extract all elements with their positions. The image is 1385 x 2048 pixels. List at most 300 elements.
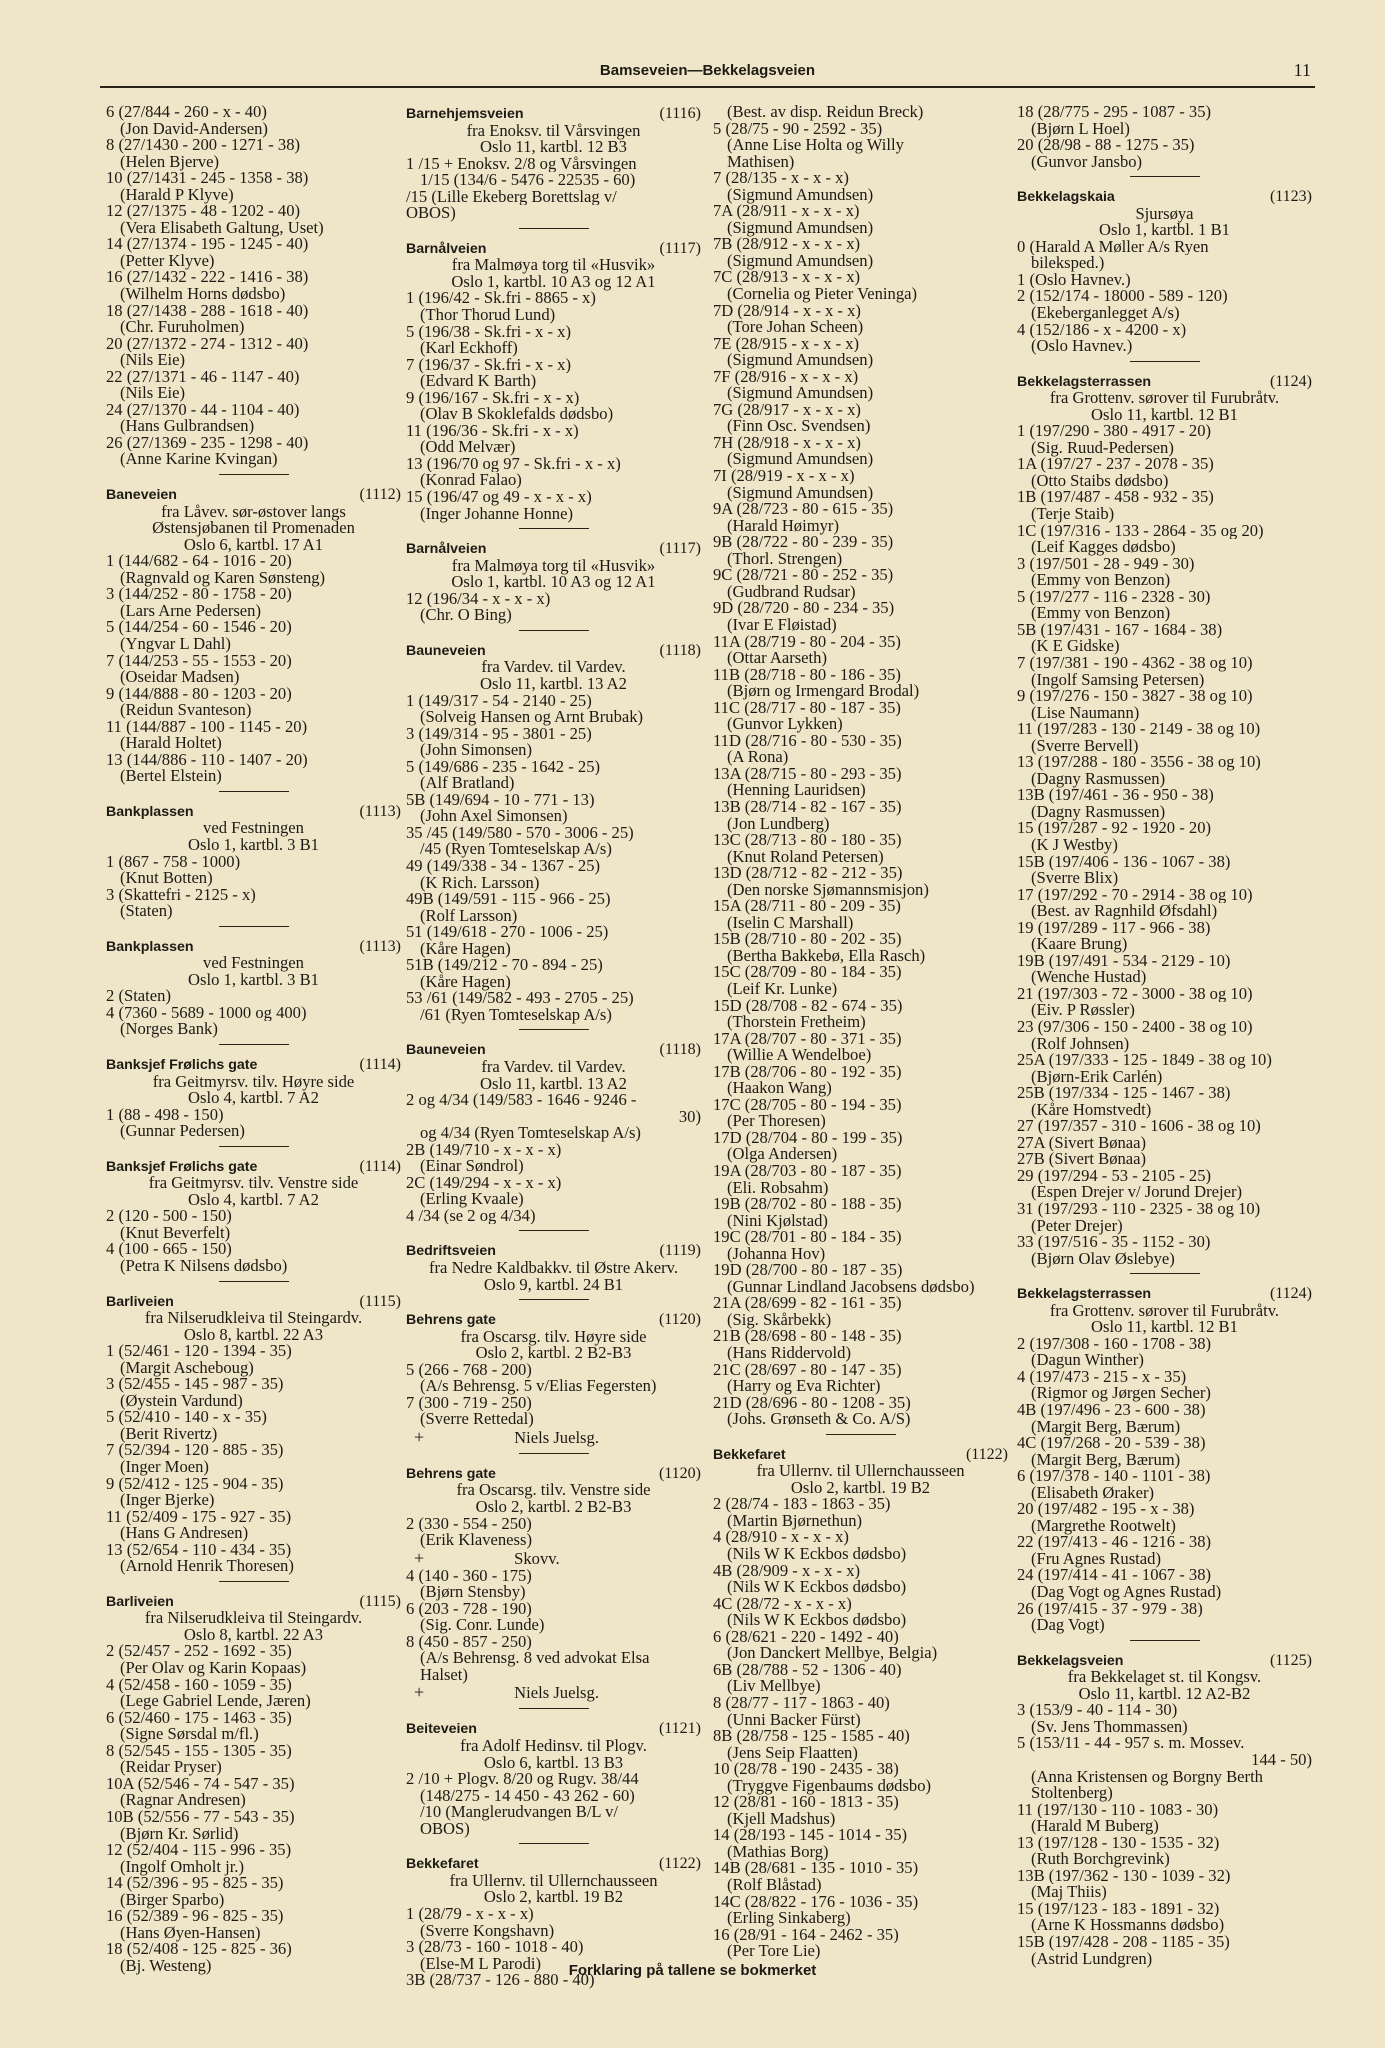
owner-name: (Nils Eie) (120, 383, 185, 403)
owner-name: (Odd Melvær) (420, 437, 516, 457)
owner-name: (Sigmund Amundsen) (727, 383, 874, 403)
street-description: Oslo 2, kartbl. 2 B2-B3 (475, 1343, 632, 1363)
street-name: Bekkelagsveien (1017, 1652, 1124, 1669)
street-code: (1112) (359, 486, 401, 504)
section-divider (519, 1453, 589, 1454)
cross-marker-icon: + (414, 1426, 425, 1447)
property-entry: 9D (28/720 - 80 - 234 - 35) (713, 600, 895, 617)
property-entry: 7I (28/919 - x - x - x) (713, 468, 855, 485)
property-entry: 14 (27/1374 - 195 - 1245 - 40) (106, 236, 309, 253)
owner-name: (Otto Staibs dødsbo) (1031, 470, 1169, 490)
owner-name: (K J Westby) (1031, 834, 1118, 854)
owner-name: Halset) (420, 1664, 468, 1684)
property-entry: 5 (153/11 - 44 - 957 s. m. Mossev. (1017, 1735, 1245, 1752)
property-entry: 19B (28/702 - 80 - 188 - 35) (713, 1196, 902, 1213)
owner-name: /45 (Ryen Tomteselskap A/s) (420, 839, 612, 859)
owner-name: (148/275 - 14 450 - 43 262 - 60) (420, 1785, 635, 1805)
owner-name: OBOS) (420, 1818, 470, 1838)
property-entry: 4B (28/909 - x - x - x) (713, 1562, 861, 1580)
property-entry: 26 (27/1369 - 235 - 1298 - 40) (106, 434, 309, 452)
owner-name: (Gunnar Lindland Jacobsens dødsbo) (727, 1276, 975, 1296)
owner-name: (Per Tore Lie) (727, 1941, 821, 1961)
street-description: fra Vardev. til Vardev. (481, 1056, 626, 1076)
property-entry: 15A (28/711 - 80 - 209 - 35) (713, 898, 901, 915)
owner-name: (Dagun Winther) (1031, 1350, 1144, 1370)
cross-marker-icon: + (414, 1682, 425, 1703)
section-divider (219, 791, 289, 792)
property-entry: 13D (28/712 - 82 - 212 - 35) (713, 865, 903, 882)
owner-name: (Sigmund Amundsen) (727, 482, 874, 502)
owner-name: (Margrethe Rootwelt) (1031, 1515, 1176, 1535)
owner-name: (Else-M L Parodi) (420, 1953, 542, 1973)
property-entry: 13 (196/70 og 97 - Sk.fri - x - x) (406, 455, 621, 473)
owner-name: (Rolf Johnsen) (1031, 1033, 1130, 1053)
property-entry: 2 (28/74 - 183 - 1863 - 35) (713, 1496, 891, 1513)
owner-name: (Mathias Borg) (727, 1841, 829, 1861)
property-entry: 1B (197/487 - 458 - 932 - 35) (1017, 489, 1214, 507)
property-entry: 13 (52/654 - 110 - 434 - 35) (106, 1541, 292, 1559)
street-description: fra Adolf Hedinsv. til Plogv. (460, 1736, 647, 1756)
owner-name: (Dagny Rasmussen) (1031, 768, 1166, 788)
street-description: ved Festningen (203, 818, 304, 838)
owner-name: (Harald M Buberg) (1031, 1816, 1159, 1836)
entry-continuation: 30) (678, 1106, 701, 1126)
property-entry: 5 (28/75 - 90 - 2592 - 35) (713, 120, 883, 138)
street-name: Bekkelagsterrassen (1017, 373, 1152, 390)
property-entry: 27 (197/357 - 310 - 1606 - 38 og 10) (1017, 1118, 1261, 1135)
owner-name: (Leif Kr. Lunke) (727, 978, 838, 998)
owner-name: (Henning Lauridsen) (727, 780, 866, 800)
property-entry: 3 (149/314 - 95 - 3801 - 25) (406, 725, 592, 743)
property-entry: 21A (28/699 - 82 - 161 - 35) (713, 1295, 902, 1312)
street-description: Oslo 9, kartbl. 24 B1 (483, 1274, 624, 1294)
property-entry: 5 (52/410 - 140 - x - 35) (106, 1409, 267, 1426)
owner-name: (Sig. Ruud-Pedersen) (1031, 437, 1174, 457)
street-description: fra Malmøya torg til «Husvik» (451, 255, 656, 275)
property-entry: 15 (196/47 og 49 - x - x - x) (406, 489, 592, 506)
street-name: Barnålveien (406, 240, 487, 257)
property-entry: 11 (196/36 - Sk.fri - x - x) (406, 422, 579, 440)
owner-name: (Eiv. P Røssler) (1031, 1000, 1135, 1020)
owner-name: (Haakon Wang) (727, 1078, 832, 1098)
property-entry: 17D (28/704 - 80 - 199 - 35) (713, 1129, 903, 1147)
owner-name: (Margit Berg, Bærum) (1031, 1416, 1181, 1436)
section-divider (519, 630, 589, 631)
property-entry: 3 (52/455 - 145 - 987 - 35) (106, 1376, 284, 1393)
property-entry: 8 (450 - 857 - 250) (406, 1633, 532, 1651)
owner-name: (K E Gidske) (1031, 636, 1120, 656)
street-code: (1118) (659, 641, 701, 659)
street-name: Bekkefaret (406, 1856, 479, 1873)
property-entry: 53 /61 (149/582 - 493 - 2705 - 25) (406, 990, 634, 1007)
owner-name: (Rolf Larsson) (420, 905, 518, 925)
owner-name: (Sverre Bervell) (1031, 735, 1139, 755)
property-entry: 11B (28/718 - 80 - 186 - 35) (713, 666, 901, 684)
property-entry: 15D (28/708 - 82 - 674 - 35) (713, 997, 903, 1015)
property-entry: 11D (28/716 - 80 - 530 - 35) (713, 732, 902, 750)
owner-name: (Chr. Furuholmen) (120, 317, 245, 337)
owner-name: (Erling Sinkaberg) (727, 1908, 851, 1928)
owner-name: (Dagny Rasmussen) (1031, 801, 1166, 821)
property-entry: 1 (28/79 - x - x - x) (406, 1905, 534, 1923)
property-entry: 11A (28/719 - 80 - 204 - 35) (713, 633, 901, 651)
owner-name: (Bjørn L Hoel) (1031, 118, 1130, 138)
owner-name: (Arnold Henrik Thoresen) (120, 1556, 294, 1576)
owner-name: (Nils W K Eckbos dødsbo) (727, 1544, 907, 1564)
street-description: fra Låvev. sør-østover langs (161, 501, 346, 521)
footer-note: Forklaring på tallene se bokmerket (568, 1962, 817, 1979)
property-entry: 14B (28/681 - 135 - 1010 - 35) (713, 1860, 919, 1877)
property-entry: 0 (Harald A Møller A/s Ryen (1017, 238, 1209, 256)
owner-name: (Unni Backer Fürst) (727, 1709, 861, 1729)
section-divider (519, 528, 589, 529)
street-name: Barliveien (106, 1593, 174, 1610)
owner-name: (Vera Elisabeth Galtung, Uset) (120, 217, 324, 237)
owner-name: (John Axel Simonsen) (420, 806, 568, 826)
property-entry: 17C (28/705 - 80 - 194 - 35) (713, 1096, 902, 1114)
property-entry: 4 (197/473 - 215 - x - 35) (1017, 1368, 1187, 1386)
property-entry: 15 (197/287 - 92 - 1920 - 20) (1017, 820, 1212, 837)
property-entry: 22 (27/1371 - 46 - 1147 - 40) (106, 368, 300, 386)
owner-name: (Rigmor og Jørgen Secher) (1031, 1383, 1211, 1403)
property-entry: 27B (Sivert Bønaa) (1017, 1151, 1147, 1168)
property-entry: 18 (28/775 - 295 - 1087 - 35) (1017, 104, 1212, 121)
street-name: Baneveien (106, 487, 177, 504)
owner-name: (Lars Arne Pedersen) (120, 600, 261, 620)
cross-marker-icon: + (414, 1547, 425, 1568)
owner-name: (Jon Danckert Mellbye, Belgia) (727, 1643, 938, 1663)
property-entry: 3 (28/73 - 160 - 1018 - 40) (406, 1939, 584, 1956)
street-code: (1120) (658, 1311, 701, 1329)
property-entry: 10 (28/78 - 190 - 2435 - 38) (713, 1761, 899, 1778)
property-entry: 1C (197/316 - 133 - 2864 - 35 og 20) (1017, 522, 1264, 540)
street-description: fra Oscarsg. tilv. Høyre side (460, 1326, 647, 1346)
property-entry: 2B (149/710 - x - x - x) (406, 1141, 562, 1159)
property-entry: 17 (197/292 - 70 - 2914 - 38 og 10) (1017, 886, 1253, 904)
owner-name: (Sigmund Amundsen) (727, 350, 874, 370)
property-entry: 5B (149/694 - 10 - 771 - 13) (406, 791, 595, 809)
street-description: Oslo 6, kartbl. 17 A1 (183, 534, 324, 554)
property-entry: 15C (28/709 - 80 - 184 - 35) (713, 964, 902, 981)
property-entry: 1 (196/42 - Sk.fri - 8865 - x) (406, 290, 596, 308)
property-entry: 11 (197/283 - 130 - 2149 - 38 og 10) (1017, 721, 1261, 738)
owner-name: (Harald Høimyr) (727, 515, 839, 535)
owner-name: (Petra K Nilsens dødsbo) (120, 1256, 288, 1275)
street-description: Oslo 1, kartbl. 10 A3 og 12 A1 (451, 572, 656, 592)
property-entry: 19D (28/700 - 80 - 187 - 35) (713, 1262, 903, 1279)
street-description: fra Oscarsg. tilv. Venstre side (456, 1480, 651, 1500)
crossing-street-name: Skovv. (514, 1548, 560, 1568)
owner-name: (Birger Sparbo) (120, 1889, 225, 1909)
directory-column-2 (406, 104, 701, 1989)
section-divider (219, 1146, 289, 1147)
street-description: Oslo 6, kartbl. 13 B3 (483, 1752, 624, 1772)
street-name: Bedriftsveien (406, 1243, 496, 1260)
property-entry: 12 (28/81 - 160 - 1813 - 35) (713, 1794, 899, 1811)
owner-name: (Emmy von Benzon) (1031, 570, 1171, 590)
property-entry: 9C (28/721 - 80 - 252 - 35) (713, 567, 894, 584)
property-entry: 16 (52/389 - 96 - 825 - 35) (106, 1908, 284, 1925)
street-name: Banksjef Frølichs gate (106, 1056, 258, 1073)
street-description: ved Festningen (203, 953, 304, 973)
street-description: Oslo 2, kartbl. 2 B2-B3 (475, 1497, 632, 1517)
property-entry: 7B (28/912 - x - x - x) (713, 236, 861, 253)
owner-name: (Kåre Hagen) (420, 938, 511, 958)
section-divider (519, 1029, 589, 1030)
owner-name: (Norges Bank) (120, 1019, 218, 1039)
section-divider (1130, 176, 1200, 177)
property-entry: 4 (100 - 665 - 150) (106, 1241, 232, 1258)
property-entry: 5 (149/686 - 235 - 1642 - 25) (406, 758, 601, 776)
owner-name: (Sig. Conr. Lunde) (420, 1615, 545, 1635)
street-name: Beiteveien (406, 1721, 477, 1738)
property-entry: 12 (196/34 - x - x - x) (406, 590, 551, 608)
property-entry: 8 (28/77 - 117 - 1863 - 40) (713, 1694, 890, 1712)
owner-name: (Bjørn-Erik Carlén) (1031, 1066, 1163, 1086)
street-description: Oslo 11, kartbl. 13 A2 (480, 673, 627, 693)
property-entry: 1 (52/461 - 120 - 1394 - 35) (106, 1343, 292, 1360)
property-entry: 6 (203 - 728 - 190) (406, 1600, 532, 1618)
property-entry: 17A (28/707 - 80 - 371 - 35) (713, 1030, 902, 1048)
property-entry: 2 (330 - 554 - 250) (406, 1515, 532, 1533)
property-entry: 5 (144/254 - 60 - 1546 - 20) (106, 619, 292, 636)
directory-column-1 (106, 104, 401, 1974)
owner-name: (Olga Andersen) (727, 1144, 838, 1164)
owner-name: (Solveig Hansen og Arnt Brubak) (420, 707, 644, 727)
property-entry: 3 (197/501 - 28 - 949 - 30) (1017, 555, 1195, 573)
property-entry: 2 (152/174 - 18000 - 589 - 120) (1017, 288, 1228, 306)
street-description: fra Geitmyrsv. tilv. Venstre side (148, 1173, 359, 1193)
street-description: fra Nilserudkleiva til Steingardv. (144, 1608, 363, 1628)
owner-name: (Thorl. Strengen) (727, 548, 843, 568)
owner-name: (Harald Holtet) (120, 733, 222, 753)
property-entry: 3 (153/9 - 40 - 114 - 30) (1017, 1702, 1178, 1719)
property-entry: 31 (197/293 - 110 - 2325 - 38 og 10) (1017, 1201, 1261, 1218)
owner-name: (Martin Bjørnethun) (727, 1510, 863, 1530)
page-number: 11 (1293, 60, 1311, 80)
property-entry: 7F (28/916 - x - x - x) (713, 368, 859, 386)
owner-name: (Kåre Homstvedt) (1031, 1099, 1152, 1119)
property-entry: 2 /10 + Plogv. 8/20 og Rugv. 38/44 (406, 1771, 639, 1788)
property-entry: 19B (197/491 - 534 - 2129 - 10) (1017, 952, 1231, 970)
property-entry: 1 (867 - 758 - 1000) (106, 853, 241, 871)
owner-name: (Knut Roland Petersen) (727, 846, 884, 866)
owner-name: (Harald P Klyve) (120, 184, 234, 204)
owner-name: (Kåre Hagen) (420, 971, 511, 991)
owner-name: (Eli. Robsahm) (727, 1177, 829, 1197)
property-entry: 3B (28/737 - 126 - 880 - 40) (406, 1972, 595, 1989)
property-entry: 1 (149/317 - 54 - 2140 - 25) (406, 692, 592, 710)
owner-name: (Kaare Brung) (1031, 934, 1128, 954)
street-code: (1117) (659, 239, 701, 257)
street-code: (1113) (359, 802, 401, 820)
owner-name: (Ottar Aarseth) (727, 648, 827, 668)
property-entry: 9A (28/723 - 80 - 615 - 35) (713, 501, 894, 518)
owner-name: (Terje Staib) (1031, 504, 1115, 524)
owner-name: (Per Olav og Karin Kopaas) (120, 1658, 307, 1678)
owner-name: (Signe Sørsdal m/fl.) (120, 1724, 259, 1744)
owner-name: (Maj Thiis) (1031, 1882, 1107, 1902)
street-description: fra Enoksv. til Vårsvingen (466, 120, 641, 140)
owner-name: (Margit Ascheboug) (120, 1357, 254, 1377)
property-entry: 29 (197/294 - 53 - 2105 - 25) (1017, 1167, 1212, 1185)
section-divider (219, 926, 289, 927)
property-entry: 13 (197/128 - 130 - 1535 - 32) (1017, 1834, 1220, 1852)
owner-name: (Peter Drejer) (1031, 1215, 1123, 1235)
owner-name: (Hans Øyen-Hansen) (120, 1922, 261, 1942)
property-entry: 13 (144/886 - 110 - 1407 - 20) (106, 751, 308, 769)
owner-name: (Arne K Hossmanns dødsbo) (1031, 1915, 1225, 1935)
property-entry: 11 (52/409 - 175 - 927 - 35) (106, 1508, 292, 1526)
property-entry: 7 (28/135 - x - x - x) (713, 170, 849, 187)
owner-name: (Cornelia og Pieter Veninga) (727, 284, 918, 304)
owner-name: (Nils W K Eckbos dødsbo) (727, 1577, 907, 1597)
property-entry: 16 (28/91 - 164 - 2462 - 35) (713, 1926, 899, 1944)
section-divider (1130, 1640, 1200, 1641)
property-entry: 2 (197/308 - 160 - 1708 - 38) (1017, 1335, 1212, 1353)
street-description: Oslo 1, kartbl. 3 B1 (188, 834, 319, 854)
street-name: Barnehjemsveien (406, 106, 524, 122)
owner-name: 1/15 (134/6 - 5476 - 22535 - 60) (420, 170, 636, 190)
section-divider (519, 1708, 589, 1709)
owner-name: (Thorstein Fretheim) (727, 1012, 866, 1032)
street-code: (1115) (359, 1292, 401, 1310)
property-entry: 20 (28/98 - 88 - 1275 - 35) (1017, 137, 1195, 154)
property-entry: 2 (52/457 - 252 - 1692 - 35) (106, 1643, 292, 1661)
owner-name: (A Rona) (727, 747, 789, 767)
owner-name: (Margit Berg, Bærum) (1031, 1449, 1181, 1469)
property-entry: 4 (28/910 - x - x - x) (713, 1529, 849, 1547)
owner-name: (Sverre Blix) (1031, 868, 1119, 888)
property-entry: 1 (88 - 498 - 150) (106, 1106, 224, 1124)
owner-name: (Bjørn Kr. Sørlid) (120, 1823, 239, 1843)
owner-name: (Best. av Ragnhild Øfsdahl) (1031, 901, 1218, 921)
owner-name: (Johs. Grønseth & Co. A/S) (727, 1409, 911, 1429)
street-code: (1122) (965, 1445, 1008, 1463)
street-description: fra Vardev. til Vardev. (481, 657, 626, 677)
property-entry: 4 (152/186 - x - 4200 - x) (1017, 321, 1187, 339)
owner-name: Stoltenberg) (1031, 1783, 1113, 1803)
property-entry: 26 (197/415 - 37 - 979 - 38) (1017, 1600, 1203, 1618)
property-entry: 18 (52/408 - 125 - 825 - 36) (106, 1941, 292, 1958)
owner-name: (Knut Beverfelt) (120, 1222, 231, 1242)
property-entry: 5B (197/431 - 167 - 1684 - 38) (1017, 621, 1223, 639)
owner-name: (Lege Gabriel Lende, Jæren) (120, 1691, 311, 1711)
property-entry: 10B (52/556 - 77 - 543 - 35) (106, 1808, 295, 1826)
owner-name: (Sigmund Amundsen) (727, 449, 874, 469)
property-entry: 19C (28/701 - 80 - 184 - 35) (713, 1229, 902, 1246)
owner-name: /10 (Manglerudvangen B/L v/ (420, 1802, 619, 1822)
property-entry: 9B (28/722 - 80 - 239 - 35) (713, 534, 894, 551)
owner-name: (Anne Karine Kvingan) (120, 449, 278, 469)
property-entry: 7D (28/914 - x - x - x) (713, 302, 861, 320)
property-entry: 23 (97/306 - 150 - 2400 - 38 og 10) (1017, 1018, 1253, 1036)
street-code: (1114) (359, 1157, 401, 1175)
street-description: fra Ullernv. til Ullernchausseen (449, 1870, 658, 1890)
property-entry: 15B (28/710 - 80 - 202 - 35) (713, 931, 902, 948)
owner-name: (John Simonsen) (420, 740, 533, 760)
street-name: Bankplassen (106, 938, 194, 955)
section-divider (519, 1299, 589, 1300)
street-name: Banksjef Frølichs gate (106, 1158, 258, 1175)
street-description: Oslo 11, kartbl. 12 B3 (480, 137, 627, 157)
section-divider (1130, 361, 1200, 362)
owner-name: (Reidun Svanteson) (120, 700, 252, 720)
owner-name: (Ekeberganlegget A/s) (1031, 303, 1180, 323)
owner-name: (Johanna Hov) (727, 1243, 826, 1263)
owner-name: (Fru Agnes Rustad) (1031, 1548, 1161, 1568)
property-entry: 5 (197/277 - 116 - 2328 - 30) (1017, 588, 1211, 606)
property-entry: 19A (28/703 - 80 - 187 - 35) (713, 1163, 902, 1180)
street-code: (1122) (658, 1855, 701, 1873)
property-entry: 1 /15 + Enoksv. 2/8 og Vårsvingen (406, 155, 637, 173)
property-entry: 4C (28/72 - x - x - x) (713, 1595, 852, 1613)
owner-name: (Oslo Havnev.) (1031, 336, 1133, 356)
property-entry: 9 (52/412 - 125 - 904 - 35) (106, 1475, 284, 1493)
owner-name: (Sigmund Amundsen) (727, 217, 874, 237)
owner-name: (Wenche Hustad) (1031, 967, 1147, 987)
owner-name: (Ingolf Samsing Petersen) (1031, 669, 1205, 689)
property-entry: 13B (197/461 - 36 - 950 - 38) (1017, 787, 1214, 804)
owner-name: (Espen Drejer v/ Jorund Drejer) (1031, 1182, 1243, 1202)
property-entry: 25A (197/333 - 125 - 1849 - 38 og 10) (1017, 1052, 1272, 1069)
owner-name: (Sigmund Amundsen) (727, 184, 874, 204)
property-entry: 4 /34 (se 2 og 4/34) (406, 1207, 536, 1225)
street-name: Behrens gate (406, 1465, 496, 1482)
street-description: Oslo 4, kartbl. 7 A2 (188, 1189, 319, 1209)
street-name: Bankplassen (106, 803, 194, 820)
street-code: (1125) (1269, 1651, 1312, 1669)
property-entry: 24 (27/1370 - 44 - 1104 - 40) (106, 401, 300, 419)
property-entry: 13B (28/714 - 82 - 167 - 35) (713, 798, 902, 816)
property-entry: 7C (28/913 - x - x - x) (713, 269, 861, 287)
street-description: fra Ullernv. til Ullernchausseen (756, 1461, 965, 1481)
street-code: (1116) (659, 105, 701, 122)
owner-name: (Jens Seip Flaatten) (727, 1742, 858, 1762)
property-entry: 2 og 4/34 (149/583 - 1646 - 9246 - (406, 1092, 637, 1109)
property-entry: 51B (149/212 - 70 - 894 - 25) (406, 957, 603, 974)
owner-name: (Edvard K Barth) (420, 371, 537, 391)
owner-name: (Per Thoresen) (727, 1111, 826, 1131)
owner-name: (Bjørn Olav Øslebye) (1031, 1248, 1175, 1268)
owner-name: (Elisabeth Øraker) (1031, 1482, 1155, 1502)
owner-name: (Inger Johanne Honne) (420, 503, 573, 523)
street-code: (1119) (659, 1242, 701, 1260)
owner-name: (Rolf Blåstad) (727, 1874, 822, 1894)
property-entry: 7A (28/911 - x - x - x) (713, 203, 860, 220)
property-entry: 14C (28/822 - 176 - 1036 - 35) (713, 1893, 919, 1911)
section-divider (219, 1281, 289, 1282)
property-entry: 13A (28/715 - 80 - 293 - 35) (713, 765, 902, 783)
owner-name: (Ragnvald og Karen Sønsteng) (120, 567, 326, 587)
street-description: Østensjøbanen til Promenaden (152, 518, 355, 538)
owner-name: (Bj. Westeng) (120, 1955, 212, 1975)
section-divider (826, 1434, 896, 1435)
property-entry: 13 (197/288 - 180 - 3556 - 38 og 10) (1017, 754, 1261, 771)
owner-name: (Inger Bjerke) (120, 1490, 215, 1510)
owner-name: (Nils W K Eckbos dødsbo) (727, 1610, 907, 1630)
property-entry: 12 (52/404 - 115 - 996 - 35) (106, 1842, 292, 1859)
street-description: Oslo 8, kartbl. 22 A3 (183, 1624, 324, 1644)
property-entry: 9 (196/167 - Sk.fri - x - x) (406, 389, 580, 407)
owner-name: (Dag Vogt) (1031, 1615, 1105, 1635)
owner-name: (Alf Bratland) (420, 773, 515, 793)
property-entry: 9 (197/276 - 150 - 3827 - 38 og 10) (1017, 688, 1253, 705)
owner-name: (Sigmund Amundsen) (727, 250, 874, 270)
property-entry: 5 (266 - 768 - 200) (406, 1361, 532, 1379)
owner-name: (Hans G Andresen) (120, 1523, 249, 1543)
section-divider (219, 1044, 289, 1045)
